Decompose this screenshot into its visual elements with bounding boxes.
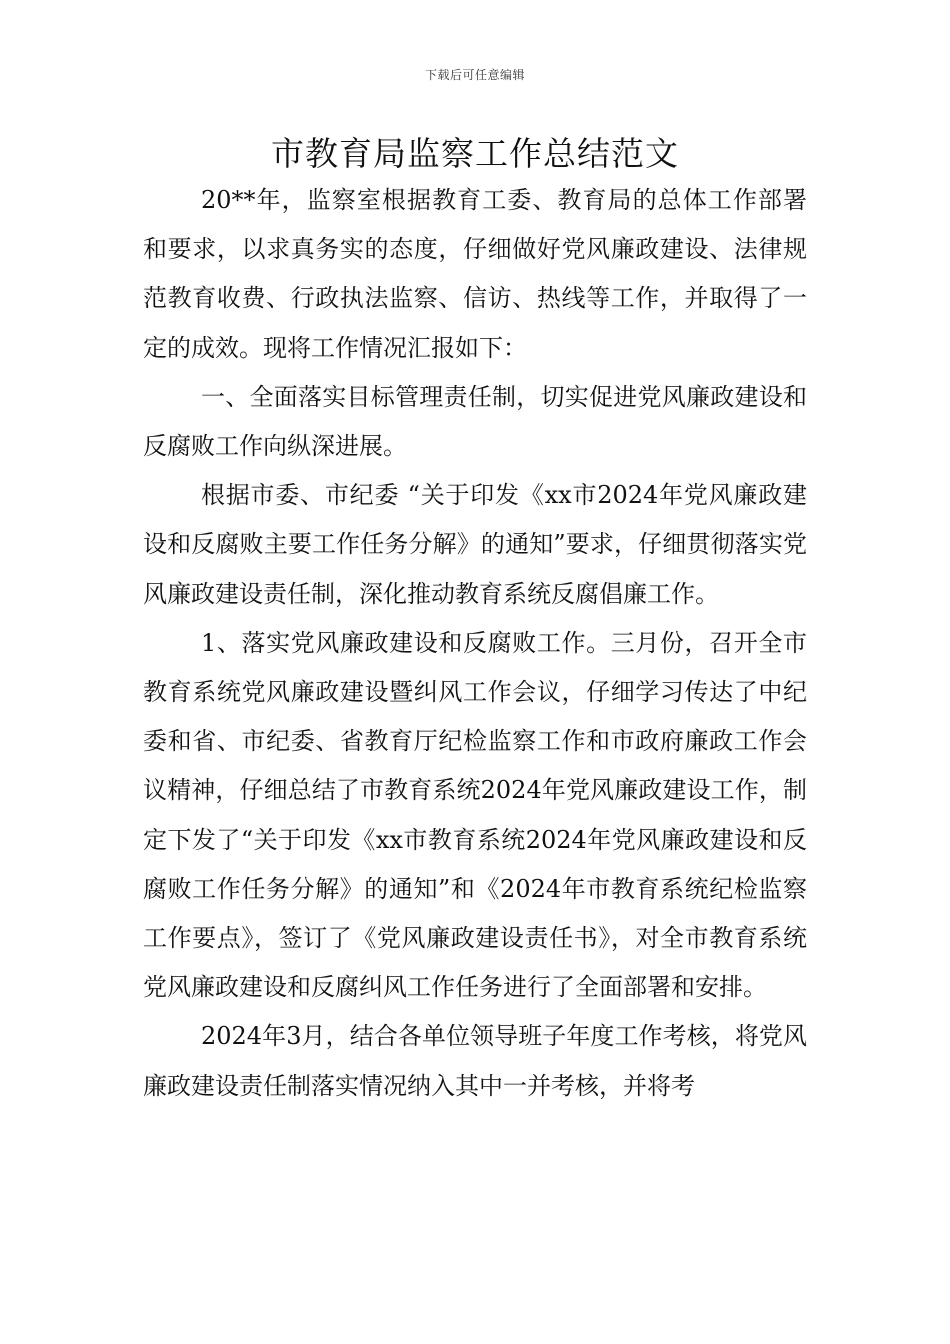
document-title: 市教育局监察工作总结范文 [271, 134, 679, 173]
paragraph-intro: 20**年，监察室根据教育工委、教育局的总体工作部署和要求，以求真务实的态度，仔细做好党风廉政建设、法律规范教育收费、行政执法监察、信访、热线等工作，并取得了一定的成效。现将工作情况汇报如下： [143, 186, 807, 362]
paragraph-assessment: 2024年3月，结合各单位领导班子年度工作考核，将党风廉政建设责任制落实情况纳入其中一并考核，并将考 [143, 1022, 807, 1100]
paragraph-section-heading: 一、全面落实目标管理责任制，切实促进党风廉政建设和反腐败工作向纵深进展。 [143, 382, 807, 461]
document-body [143, 176, 807, 1111]
paragraph-item-1: 1、落实党风廉政建设和反腐败工作。三月份，召开全市教育系统党风廉政建设暨纠风工作会议，仔细学习传达了中纪委和省、市纪委、省教育厅纪检监察工作和市政府廉政工作会议精神，仔细总结了市教育系统2024年党风廉政建设工作，制定下发了“关于印发《xx市教育系统2024年党风廉政建设和反腐败工作任务分解》的通知”和《2024年市教育系统纪检监察工作要点》，签订了《党风廉政建设责任书》，对全市教育系统党风廉政建设和反腐纠风工作任务进行了全面部署和安排。 [143, 628, 807, 1002]
paragraph-directive: 根据市委、市纪委 “关于印发《xx市2024年党风廉政建设和反腐败主要工作任务分解》的通知”要求，仔细贯彻落实党风廉政建设责任制，深化推动教育系统反腐倡廉工作。 [143, 481, 807, 608]
header-note: 下载后可任意编辑 [424, 68, 525, 82]
